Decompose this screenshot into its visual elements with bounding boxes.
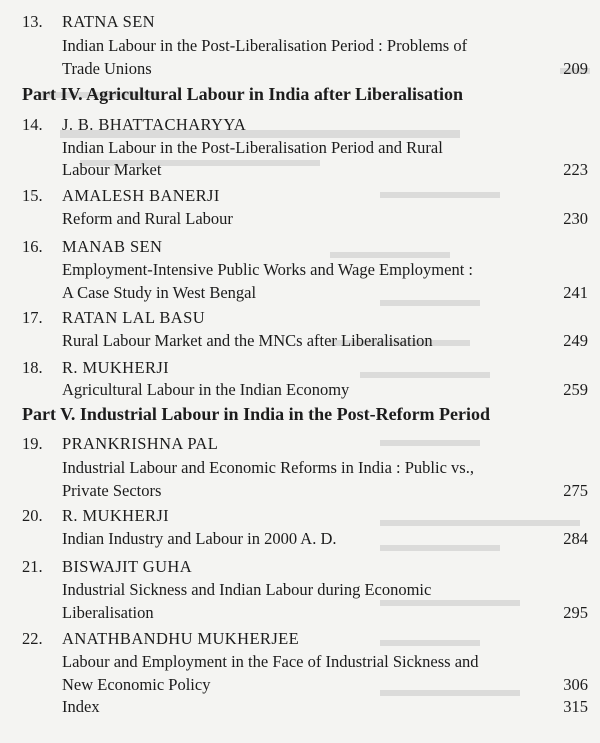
entry-number: 13. [22, 12, 43, 31]
entry-page: 209 [563, 59, 588, 78]
entry-title-line: Liberalisation [62, 603, 154, 622]
entry-number: 21. [22, 557, 43, 576]
entry-number: 17. [22, 308, 43, 327]
entry-number: 14. [22, 115, 43, 134]
entry-number: 18. [22, 358, 43, 377]
entry-author: RATAN LAL BASU [62, 308, 206, 327]
entry-number: 22. [22, 629, 43, 648]
entry-author: ANATHBANDHU MUKHERJEE [62, 629, 300, 648]
entry-page: 241 [563, 283, 588, 302]
entry-title-line: New Economic Policy [62, 675, 211, 694]
entry-page: 230 [563, 209, 588, 228]
entry-title-line: Trade Unions [62, 59, 152, 78]
entry-page: 295 [563, 603, 588, 622]
part-heading: Part V. Industrial Labour in India in the Post-Reform Period [22, 404, 491, 424]
entry-title-line: A Case Study in West Bengal [62, 283, 257, 302]
entry-page: 259 [563, 380, 588, 399]
entry-title-line: Labour and Employment in the Face of Industrial Sickness and [62, 652, 479, 671]
entry-author: J. B. BHATTACHARYYA [62, 115, 247, 134]
entry-author: R. MUKHERJI [62, 506, 170, 525]
entry-number: 15. [22, 186, 43, 205]
entry-number: 16. [22, 237, 43, 256]
entry-author: BISWAJIT GUHA [62, 557, 193, 576]
entry-page: 249 [563, 331, 588, 350]
entry-title-line: Industrial Sickness and Indian Labour during Economic [62, 580, 432, 599]
entry-title-line: Labour Market [62, 160, 162, 179]
entry-author: AMALESH BANERJI [62, 186, 220, 205]
entry-page: 223 [563, 160, 588, 179]
entry-title-line: Agricultural Labour in the Indian Economy [62, 380, 350, 399]
entry-author: RATNA SEN [62, 12, 155, 31]
entry-page: 306 [563, 675, 588, 694]
index-page: 315 [563, 697, 588, 716]
entry-title-line: Indian Industry and Labour in 2000 A. D. [62, 529, 337, 548]
entry-title-line: Reform and Rural Labour [62, 209, 233, 228]
entry-title-line: Employment-Intensive Public Works and Wage Employment : [62, 260, 474, 279]
index-label: Index [62, 697, 100, 716]
entry-title-line: Indian Labour in the Post-Liberalisation Period : Problems of [62, 36, 468, 55]
entry-page: 275 [563, 481, 588, 500]
entry-author: MANAB SEN [62, 237, 163, 256]
entry-author: PRANKRISHNA PAL [62, 434, 219, 453]
entry-page: 284 [563, 529, 588, 548]
entry-author: R. MUKHERJI [62, 358, 170, 377]
part-heading: Part IV. Agricultural Labour in India after Liberalisation [22, 84, 464, 104]
entry-number: 20. [22, 506, 43, 525]
entry-title-line: Industrial Labour and Economic Reforms in India : Public vs., [62, 458, 474, 477]
entry-title-line: Indian Labour in the Post-Liberalisation Period and Rural [62, 138, 443, 157]
entry-title-line: Private Sectors [62, 481, 162, 500]
entry-number: 19. [22, 434, 43, 453]
entry-title-line: Rural Labour Market and the MNCs after Liberalisation [62, 331, 433, 350]
